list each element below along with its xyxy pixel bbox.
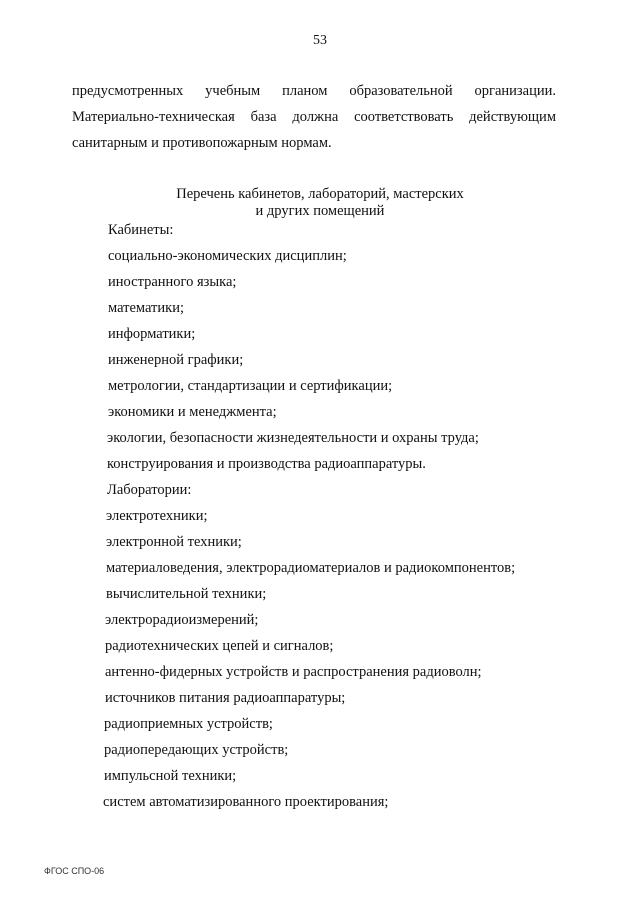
list-item: радиоприемных устройств; <box>104 716 273 732</box>
intro-line-1: предусмотренных учебным планом образовательной организации. <box>72 83 556 99</box>
footer-label: ФГОС СПО-06 <box>44 866 105 876</box>
list-item: инженерной графики; <box>108 352 244 368</box>
list-item: метрологии, стандартизации и сертификации; <box>108 378 393 394</box>
heading-line-2: и других помещений <box>255 203 385 219</box>
list-item: радиотехнических цепей и сигналов; <box>105 638 334 654</box>
labs-title: Лаборатории: <box>107 482 192 498</box>
list-item: радиопередающих устройств; <box>104 742 289 758</box>
list-item: информатики; <box>108 326 196 342</box>
list-item: систем автоматизированного проектирования; <box>103 794 389 810</box>
list-item: экологии, безопасности жизнедеятельности и охраны труда; <box>107 430 479 446</box>
list-item: антенно-фидерных устройств и распространения радиоволн; <box>105 664 482 680</box>
list-item: импульсной техники; <box>104 768 237 784</box>
list-item: электрорадиоизмерений; <box>105 612 259 628</box>
heading-line-1: Перечень кабинетов, лабораторий, мастерских <box>176 186 464 202</box>
intro-line-2: Материально-техническая база должна соответствовать действующим <box>72 109 556 125</box>
list-item: математики; <box>108 300 184 316</box>
list-item: электротехники; <box>106 508 208 524</box>
list-item: электронной техники; <box>106 534 242 550</box>
list-item: социально-экономических дисциплин; <box>108 248 347 264</box>
list-item: источников питания радиоаппаратуры; <box>105 690 346 706</box>
list-item: вычислительной техники; <box>106 586 267 602</box>
list-item: конструирования и производства радиоаппаратуры. <box>107 456 426 472</box>
intro-line-3: санитарным и противопожарным нормам. <box>72 135 332 151</box>
page-number: 53 <box>313 33 327 48</box>
list-item: иностранного языка; <box>108 274 237 290</box>
list-item: материаловедения, электрорадиоматериалов и радиокомпонентов; <box>106 560 516 576</box>
list-item: экономики и менеджмента; <box>108 404 277 420</box>
cabinets-title: Кабинеты: <box>108 222 174 238</box>
